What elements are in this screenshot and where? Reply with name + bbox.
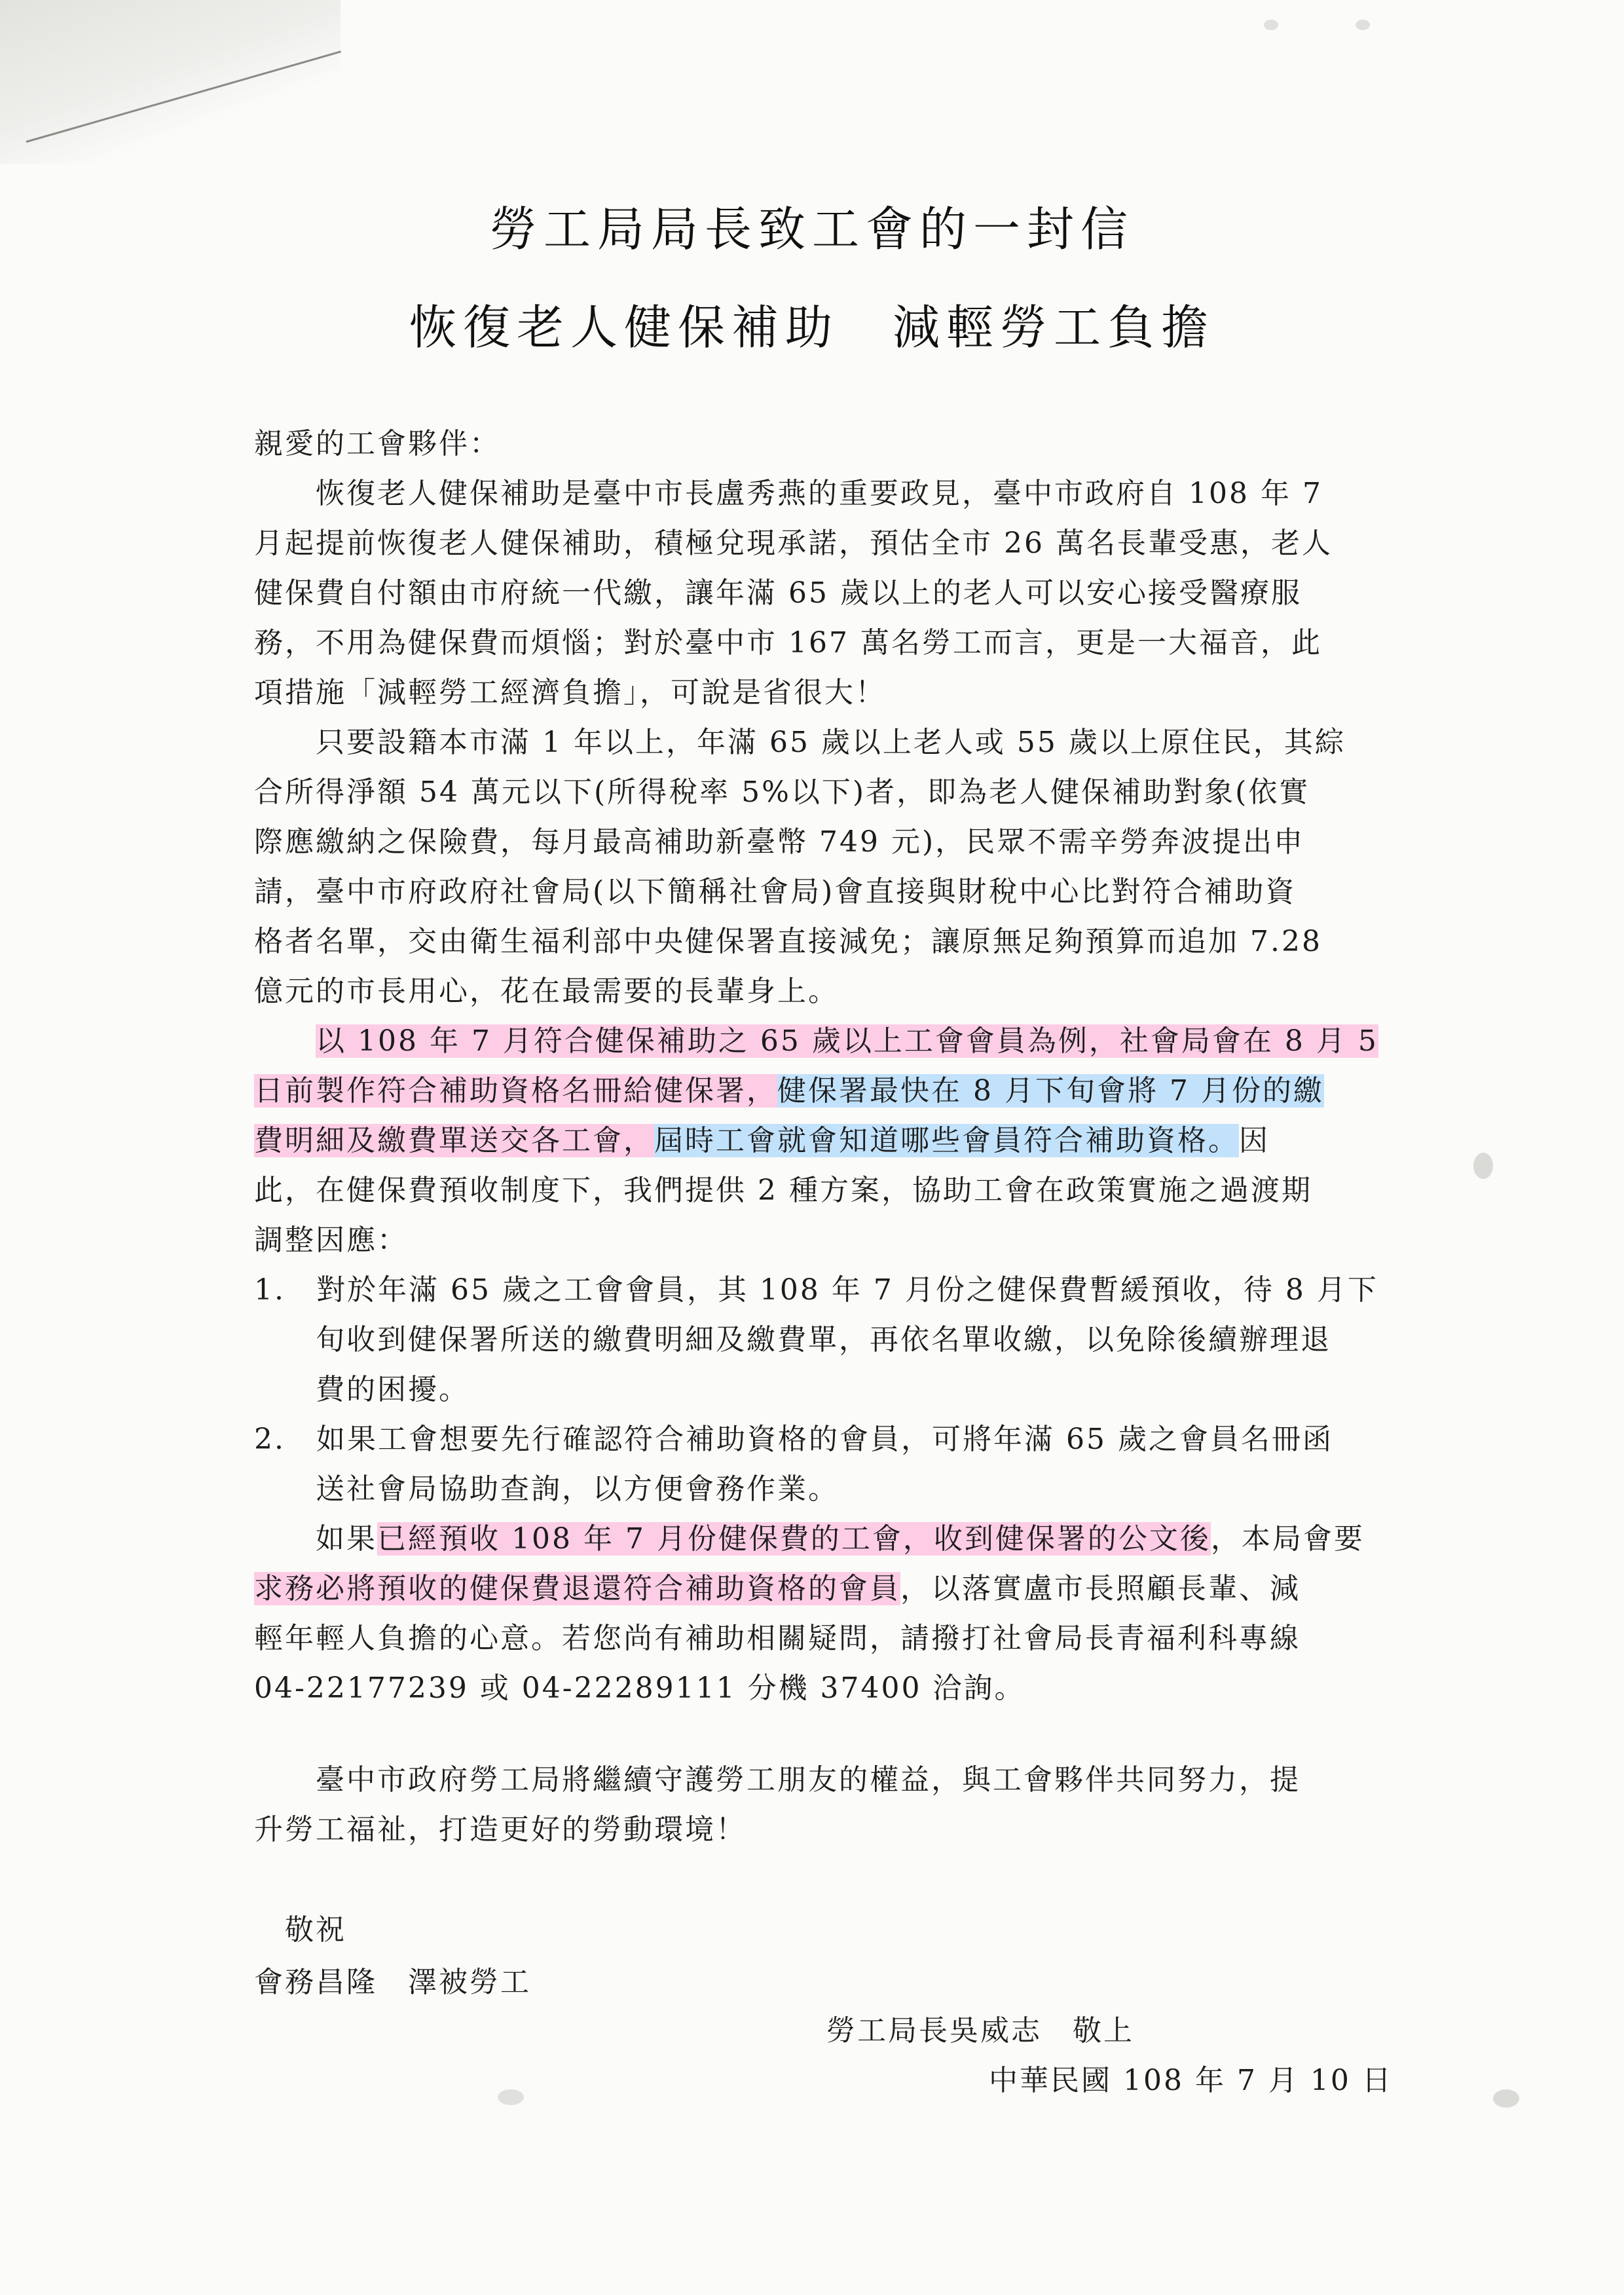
plain-text	[254, 1024, 316, 1058]
scan-speck	[1264, 20, 1278, 30]
folded-corner	[0, 0, 341, 164]
highlighted-line	[254, 1564, 1301, 1614]
letter-title: 勞工局局長致工會的一封信	[489, 202, 1134, 257]
body-line: 月起提前恢復老人健保補助，積極兌現承諾，預估全市 26 萬名長輩受惠，老人	[254, 527, 1333, 560]
blue-highlight: 健保署最快在 8 月下旬會將 7 月份的繳	[777, 1074, 1324, 1108]
greeting: 親愛的工會夥伴：	[254, 427, 500, 460]
pink-highlight: 已經預收 108 年 7 月份健保費的工會，收到健保署的公文後	[377, 1522, 1211, 1556]
body-line: 健保費自付額由市府統一代繳，讓年滿 65 歲以上的老人可以安心接受醫療服	[254, 576, 1302, 610]
list-item-2-line: 2. 如果工會想要先行確認符合補助資格的會員，可將年滿 65 歲之會員名冊函	[254, 1423, 1333, 1456]
contact-line: 04-22177239 或 04-22289111 分機 37400 洽詢。	[254, 1671, 1025, 1705]
pink-highlight: 費明細及繳費單送交各工會，	[254, 1124, 654, 1157]
letter-subtitle: 恢復老人健保補助 減輕勞工負擔	[409, 300, 1215, 355]
signature: 勞工局長吳威志 敬上	[826, 2014, 1134, 2047]
list-item-1-line: 1. 對於年滿 65 歲之工會會員，其 108 年 7 月份之健保費暫緩預收，待 8 月下	[254, 1273, 1378, 1307]
body-line: 際應繳納之保險費，每月最高補助新臺幣 749 元)，民眾不需辛勞奔波提出申	[254, 825, 1305, 859]
scan-speck	[1473, 1153, 1493, 1179]
scan-speck	[1493, 2089, 1519, 2108]
letter-date: 中華民國 108 年 7 月 10 日	[989, 2064, 1393, 2097]
body-line: 合所得淨額 54 萬元以下(所得稅率 5%以下)者，即為老人健保補助對象(依實	[254, 775, 1310, 809]
blue-highlight: 屆時工會就會知道哪些會員符合補助資格。	[654, 1124, 1239, 1157]
body-line: 此，在健保費預收制度下，我們提供 2 種方案，協助工會在政策實施之過渡期	[254, 1174, 1312, 1207]
salutation: 敬祝	[254, 1913, 346, 1947]
body-line: 輕年輕人負擔的心意。若您尚有補助相關疑問，請撥打社會局長青福利科專線	[254, 1622, 1301, 1655]
highlighted-line	[254, 1514, 1365, 1564]
body-line: 恢復老人健保補助是臺中市長盧秀燕的重要政見，臺中市政府自 108 年 7	[254, 477, 1323, 510]
wishes: 會務昌隆 澤被勞工	[254, 1966, 531, 1999]
highlighted-line	[254, 1066, 1324, 1116]
pink-highlight: 求務必將預收的健保費退還符合補助資格的會員	[254, 1572, 900, 1605]
list-item-1-line: 費的困擾。	[254, 1373, 470, 1406]
list-item-2-line: 送社會局協助查詢，以方便會務作業。	[254, 1472, 839, 1506]
body-line: 只要設籍本市滿 1 年以上，年滿 65 歲以上老人或 55 歲以上原住民，其綜	[254, 726, 1346, 759]
plain-text: ，本局會要	[1210, 1522, 1365, 1556]
highlighted-line	[254, 1017, 1378, 1066]
body-line: 格者名單，交由衛生福利部中央健保署直接減免；讓原無足夠預算而追加 7.28	[254, 925, 1322, 958]
body-line: 務，不用為健保費而煩惱；對於臺中市 167 萬名勞工而言，更是一大福音，此	[254, 626, 1322, 660]
plain-text: 如果	[254, 1522, 377, 1556]
closing-line: 臺中市政府勞工局將繼續守護勞工朋友的權益，與工會夥伴共同努力，提	[254, 1763, 1301, 1797]
letter-body	[254, 419, 1380, 1795]
scan-speck	[1356, 20, 1370, 30]
plain-text: 因	[1239, 1124, 1270, 1157]
list-item-1-line: 旬收到健保署所送的繳費明細及繳費單，再依名單收繳，以免除後續辦理退	[254, 1323, 1331, 1356]
body-line: 億元的市長用心，花在最需要的長輩身上。	[254, 975, 839, 1008]
scan-speck	[498, 2089, 524, 2105]
body-line: 請，臺中市府政府社會局(以下簡稱社會局)會直接與財稅中心比對符合補助資	[254, 875, 1297, 908]
body-line: 項措施「減輕勞工經濟負擔」，可說是省很大！	[254, 676, 886, 709]
pink-highlight: 以 108 年 7 月符合健保補助之 65 歲以上工會會員為例，社會局會在 8 月 5	[316, 1024, 1378, 1058]
body-line: 調整因應：	[254, 1223, 408, 1257]
pink-highlight: 日前製作符合補助資格名冊給健保署，	[254, 1074, 777, 1108]
closing-paragraph	[254, 1755, 1380, 1860]
plain-text: ，以落實盧市長照顧長輩、減	[900, 1572, 1301, 1605]
closing-line: 升勞工福祉，打造更好的勞動環境！	[254, 1813, 747, 1846]
highlighted-line	[254, 1116, 1270, 1166]
